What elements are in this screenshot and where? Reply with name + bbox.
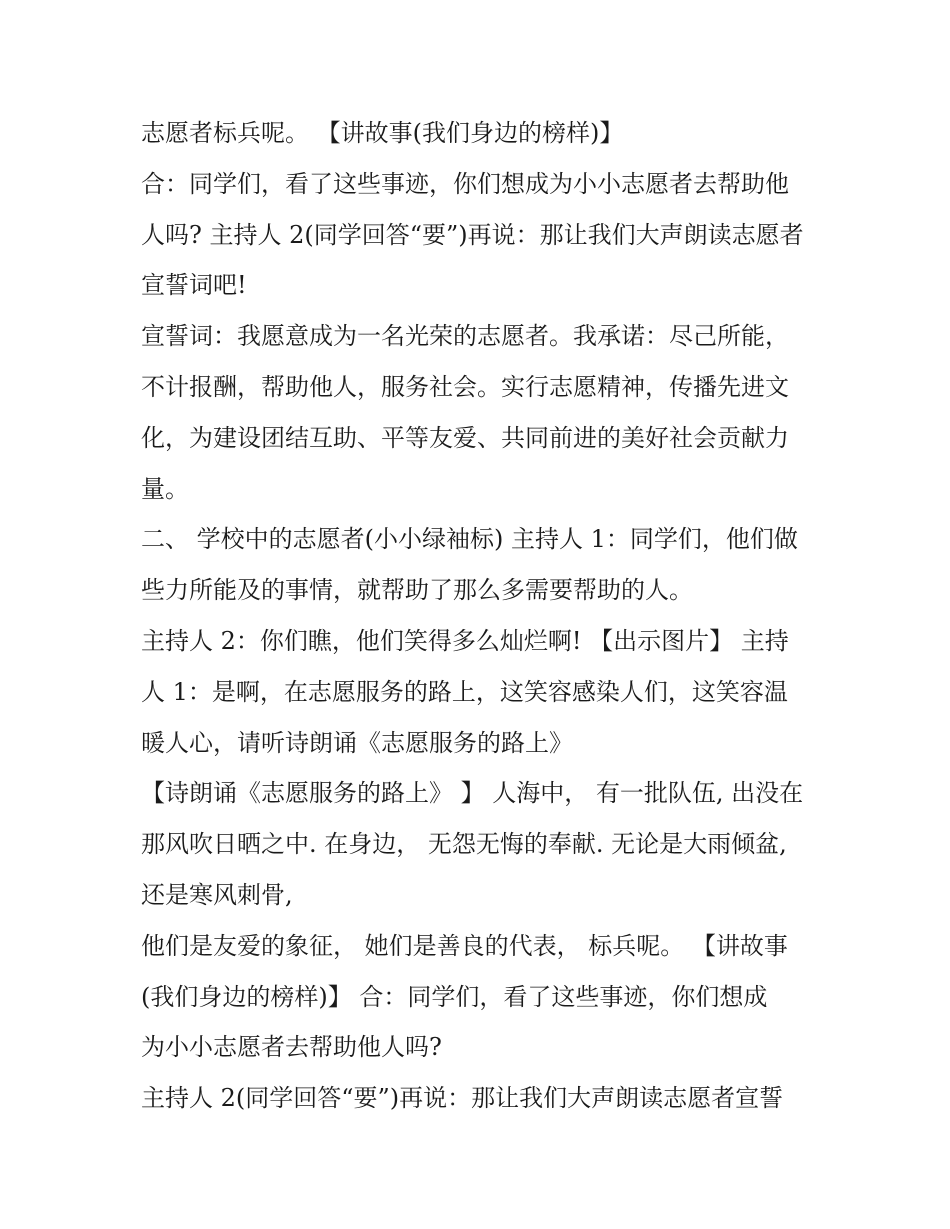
text-line: 宣誓词吧! [141,271,247,300]
text-line: 【诗朗诵《志愿服务的路上》 】 人海中， 有一批队伍, 出没在 [141,779,804,808]
text-line: 主持人 2(同学回答“要”)再说：那让我们大声朗读志愿者宣誓 [141,1084,784,1113]
text-line: 量。 [141,474,189,503]
text-line: 主持人 2：你们瞧，他们笑得多么灿烂啊! 【出示图片】 主持 [141,626,789,655]
text-line: 合：同学们，看了这些事迹，你们想成为小小志愿者去帮助他 [141,169,789,198]
text-line: 人 1：是啊，在志愿服务的路上，这笑容感染人们，这笑容温 [141,677,788,706]
document-body [141,108,821,1124]
text-line: 不计报酬，帮助他人，服务社会。实行志愿精神，传播先进文 [141,372,789,401]
text-line: 宣誓词：我愿意成为一名光荣的志愿者。我承诺：尽己所能， [141,322,789,351]
text-line: 志愿者标兵呢。 【讲故事(我们身边的榜样)】 [141,119,624,147]
text-line: 二、 学校中的志愿者(小小绿袖标) 主持人 1：同学们，他们做 [141,525,798,554]
text-line: 他们是友爱的象征， 她们是善良的代表， 标兵呢。 【讲故事 [141,931,788,960]
text-line: 那风吹日晒之中. 在身边， 无怨无悔的奉献. 无论是大雨倾盆, [141,830,787,859]
text-line: 人吗? 主持人 2(同学回答“要”)再说：那让我们大声朗读志愿者 [141,220,804,249]
text-line: 暖人心，请听诗朗诵《志愿服务的路上》 [141,728,573,757]
text-line: 些力所能及的事情，就帮助了那么多需要帮助的人。 [141,576,693,605]
text-line: (我们身边的榜样)】 合：同学们，看了这些事迹，你们想成 [141,982,768,1011]
text-line: 化，为建设团结互助、平等友爱、共同前进的美好社会贡献力 [141,423,789,452]
text-line: 还是寒风刺骨, [141,880,293,909]
text-line: 为小小志愿者去帮助他人吗? [141,1033,442,1062]
